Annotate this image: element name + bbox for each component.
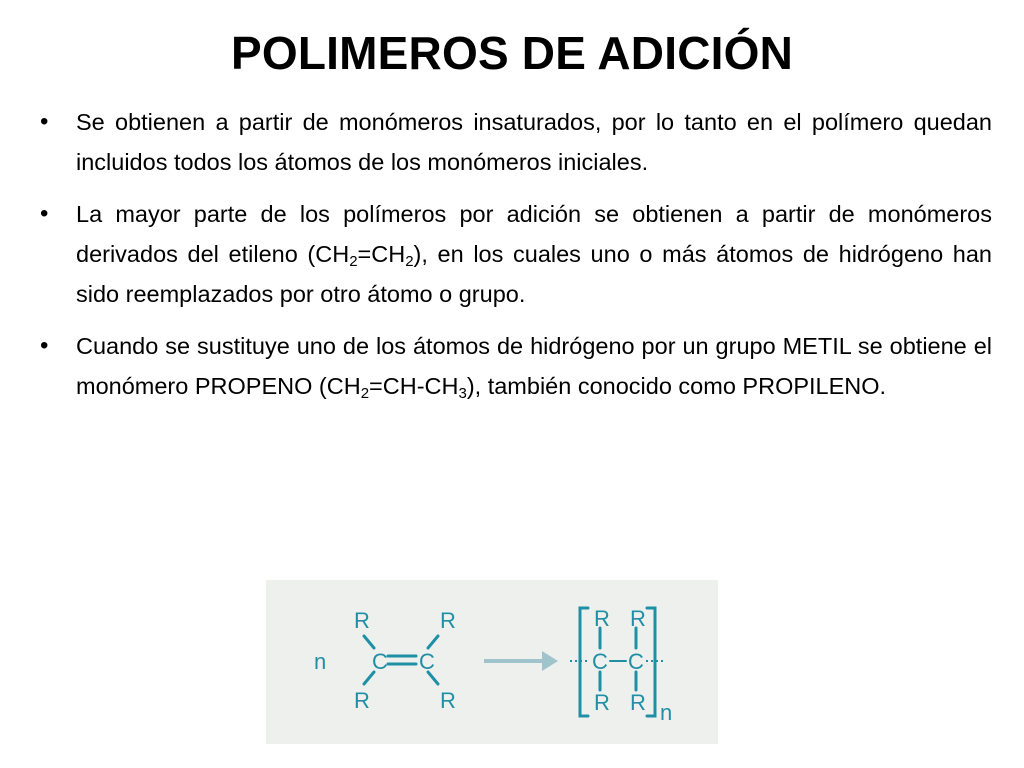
bond-line xyxy=(428,636,438,648)
bullet-item-2 xyxy=(40,194,992,314)
carbon-atom: C xyxy=(592,649,608,674)
bullet-text xyxy=(76,333,992,402)
slide-title: POLIMEROS DE ADICIÓN xyxy=(231,27,793,79)
reaction-arrowhead xyxy=(542,651,558,671)
subscript: 3 xyxy=(458,385,467,402)
subscript: 2 xyxy=(360,385,370,402)
bullet-text: Se obtienen a partir de monómeros insaturados, por lo tanto en el polímero quedan incluidos todos los átomos de los monómeros iniciales. xyxy=(76,109,992,175)
subscript: 2 xyxy=(405,253,414,270)
substituent-r: R xyxy=(354,688,370,713)
repeat-subscript-n: n xyxy=(660,700,673,725)
polymerization-reaction-figure xyxy=(266,580,718,744)
substituent-r: R xyxy=(440,608,456,633)
subscript: 2 xyxy=(349,253,358,270)
bullet-text-part: ), también conocido como PROPILENO. xyxy=(466,373,887,399)
substituent-r: R xyxy=(630,690,646,715)
carbon-atom: C xyxy=(419,649,435,674)
substituent-r: R xyxy=(594,606,610,631)
bullet-marker: • xyxy=(40,200,49,227)
bullet-marker: • xyxy=(40,108,49,135)
reaction-diagram xyxy=(266,580,718,744)
bullet-marker: • xyxy=(40,332,49,359)
bullet-item-3 xyxy=(40,326,992,406)
bond-line xyxy=(364,636,374,648)
bullet-text-part: =CH xyxy=(357,241,406,267)
substituent-r: R xyxy=(630,606,646,631)
carbon-atom: C xyxy=(372,649,388,674)
substituent-r: R xyxy=(594,690,610,715)
bullet-text-part: Cuando se sustituye uno de los átomos de hidrógeno por un grupo METIL se obtiene el monómero PROPENO (CH xyxy=(76,333,992,399)
bullet-text-part: La mayor parte de los polímeros por adición se obtienen a partir de monómeros derivados del etileno (CH xyxy=(76,201,992,267)
bullet-item-1 xyxy=(40,102,992,182)
substituent-r: R xyxy=(354,608,370,633)
bullet-text-part: =CH-CH xyxy=(369,373,459,399)
carbon-atom: C xyxy=(628,649,644,674)
coefficient-n: n xyxy=(314,649,327,674)
bullet-list xyxy=(40,102,992,418)
substituent-r: R xyxy=(440,688,456,713)
bullet-text-part: ), en los cuales uno o más átomos de hidrógeno han sido reemplazados por otro átomo o grupo. xyxy=(76,241,993,307)
bullet-text xyxy=(76,201,992,307)
